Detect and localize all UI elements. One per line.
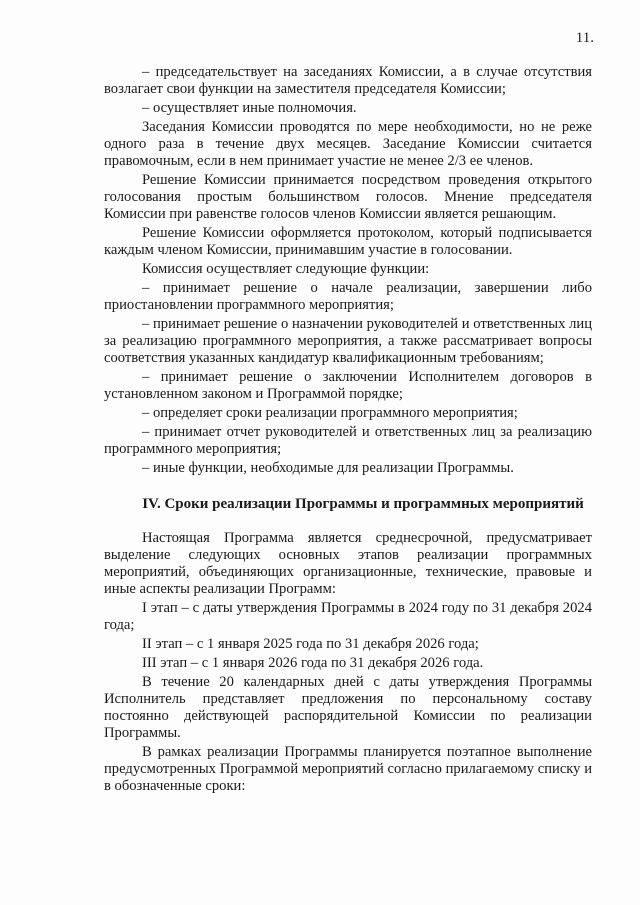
paragraph: – осуществляет иные полномочия. bbox=[142, 100, 357, 116]
paragraph: В рамках реализации Программы планируется поэтапное выполнение предусмотренных Программой мероприятий согласно прилагаемому списку и в обозначенные сроки: bbox=[104, 744, 592, 794]
list-item: – принимает решение о заключении Исполнителем договоров в установленном законом и Программой порядке; bbox=[104, 369, 592, 402]
paragraph: Комиссия осуществляет следующие функции: bbox=[142, 261, 430, 277]
paragraph: III этап – с 1 января 2026 года по 31 декабря 2026 года. bbox=[142, 655, 484, 671]
list-item: – принимает решение о назначении руководителей и ответственных лиц за реализацию программного мероприятия, а также рассматривает вопросы соответствия указанных кандидатур квалификационным требованиям; bbox=[104, 316, 592, 366]
list-item: – иные функции, необходимые для реализации Программы. bbox=[142, 460, 514, 476]
paragraph: В течение 20 календарных дней с даты утверждения Программы Исполнитель представляет предложения по персональному составу постоянно действующей распорядительной Комиссии по реализации Программы. bbox=[104, 674, 592, 741]
paragraph: Решение Комиссии принимается посредством проведения открытого голосования простым большинством голосов. Мнение председателя Комиссии при равенстве голосов членов Комиссии является решающим. bbox=[104, 172, 592, 222]
paragraph: II этап – с 1 января 2025 года по 31 декабря 2026 года; bbox=[142, 636, 479, 652]
paragraph: – председательствует на заседаниях Комиссии, а в случае отсутствия возлагает свои функции на заместителя председателя Комиссии; bbox=[104, 64, 592, 97]
paragraph: Заседания Комиссии проводятся по мере необходимости, но не реже одного раза в течение двух месяцев. Заседание Комиссии считается правомочным, если в нем принимает участие не менее 2/3 ее членов. bbox=[104, 119, 592, 169]
list-item: – принимает решение о начале реализации, завершении либо приостановлении программного мероприятия; bbox=[104, 280, 592, 313]
paragraph: Настоящая Программа является среднесрочной, предусматривает выделение следующих основных этапов реализации программных мероприятий, объединяющих организационные, технические, правовые и иные аспекты реализации Программ: bbox=[104, 530, 592, 597]
paragraph: I этап – с даты утверждения Программы в 2024 году по 31 декабря 2024 года; bbox=[104, 600, 592, 633]
page-number: 11. bbox=[575, 30, 594, 46]
section-heading: IV. Сроки реализации Программы и программных мероприятий bbox=[142, 496, 584, 512]
list-item: – принимает отчет руководителей и ответственных лиц за реализацию программного мероприятия; bbox=[104, 424, 592, 457]
list-item: – определяет сроки реализации программного мероприятия; bbox=[142, 405, 518, 421]
paragraph: Решение Комиссии оформляется протоколом, который подписывается каждым членом Комиссии, принимавшим участие в голосовании. bbox=[104, 225, 592, 258]
document-body bbox=[104, 64, 592, 797]
